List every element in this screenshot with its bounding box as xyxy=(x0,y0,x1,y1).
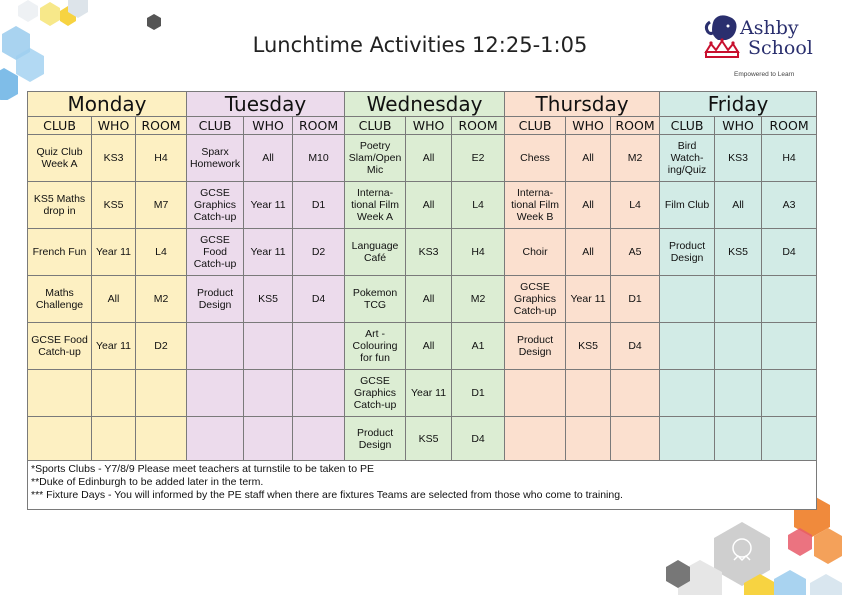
column-header-who: WHO xyxy=(566,117,611,135)
cell-room: D4 xyxy=(762,229,817,276)
column-header-club: CLUB xyxy=(505,117,566,135)
cell-club xyxy=(660,370,715,417)
cell-club: GCSE Food Catch-up xyxy=(28,323,92,370)
table-row xyxy=(28,417,817,461)
column-header-club: CLUB xyxy=(28,117,92,135)
cell-club: Chess xyxy=(505,135,566,182)
column-header-who: WHO xyxy=(715,117,762,135)
logo-tagline: Empowered to Learn xyxy=(734,71,795,78)
cell-who: All xyxy=(406,323,452,370)
cell-who: All xyxy=(566,229,611,276)
cell-who xyxy=(715,370,762,417)
cell-club xyxy=(187,370,244,417)
cell-room: D4 xyxy=(611,323,660,370)
cell-club: Interna-tional Film Week A xyxy=(345,182,406,229)
column-header-room: ROOM xyxy=(762,117,817,135)
cell-club xyxy=(187,417,244,461)
day-header-monday: Monday xyxy=(28,92,187,117)
cell-club xyxy=(28,417,92,461)
cell-club: Product Design xyxy=(345,417,406,461)
column-header-room: ROOM xyxy=(611,117,660,135)
cell-who: KS5 xyxy=(715,229,762,276)
column-header-room: ROOM xyxy=(452,117,505,135)
cell-club: Sparx Homework xyxy=(187,135,244,182)
cell-who: KS3 xyxy=(406,229,452,276)
table-row xyxy=(28,276,817,323)
cell-club: Quiz Club Week A xyxy=(28,135,92,182)
cell-room: H4 xyxy=(136,135,187,182)
cell-club xyxy=(505,370,566,417)
cell-club xyxy=(187,323,244,370)
cell-room: D4 xyxy=(452,417,505,461)
cell-who xyxy=(566,417,611,461)
cell-room: E2 xyxy=(452,135,505,182)
cell-who xyxy=(715,276,762,323)
footnotes xyxy=(28,461,817,510)
column-header-club: CLUB xyxy=(187,117,244,135)
cell-who: Year 11 xyxy=(244,229,293,276)
logo-name-line1: Ashby xyxy=(740,17,799,39)
table-row xyxy=(28,135,817,182)
logo-name-line2: School xyxy=(748,37,813,59)
cell-club: Product Design xyxy=(505,323,566,370)
column-header-row xyxy=(28,117,817,135)
cell-club xyxy=(660,323,715,370)
cell-who xyxy=(92,370,136,417)
cell-room xyxy=(762,276,817,323)
cell-who: Year 11 xyxy=(92,323,136,370)
cell-room xyxy=(611,417,660,461)
cell-club: Art - Colouring for fun xyxy=(345,323,406,370)
cell-who: All xyxy=(566,182,611,229)
cell-room xyxy=(293,323,345,370)
cell-who: Year 11 xyxy=(406,370,452,417)
cell-room: D2 xyxy=(293,229,345,276)
cell-club xyxy=(660,417,715,461)
column-header-club: CLUB xyxy=(660,117,715,135)
cell-room xyxy=(293,417,345,461)
cell-room xyxy=(136,370,187,417)
cell-who: KS3 xyxy=(715,135,762,182)
hexagon-decoration-top-left xyxy=(0,0,170,100)
cell-room: H4 xyxy=(762,135,817,182)
page-title: Lunchtime Activities 12:25-1:05 xyxy=(252,33,588,57)
cell-club: Pokemon TCG xyxy=(345,276,406,323)
table-row xyxy=(28,323,817,370)
cell-who: KS5 xyxy=(92,182,136,229)
cell-room: M2 xyxy=(611,135,660,182)
cell-who xyxy=(566,370,611,417)
day-header-tuesday: Tuesday xyxy=(187,92,345,117)
cell-room xyxy=(762,370,817,417)
cell-who: KS5 xyxy=(566,323,611,370)
cell-room: L4 xyxy=(611,182,660,229)
cell-room xyxy=(611,370,660,417)
cell-room: M2 xyxy=(452,276,505,323)
cell-room: M10 xyxy=(293,135,345,182)
cell-who xyxy=(244,323,293,370)
cell-club: Interna-tional Film Week B xyxy=(505,182,566,229)
cell-room: D1 xyxy=(611,276,660,323)
cell-club: Product Design xyxy=(187,276,244,323)
cell-who: All xyxy=(715,182,762,229)
cell-club: GCSE Graphics Catch-up xyxy=(505,276,566,323)
cell-club xyxy=(505,417,566,461)
cell-club: GCSE Food Catch-up xyxy=(187,229,244,276)
ram-crest-icon xyxy=(700,12,744,72)
footnote-fixture-days: *** Fixture Days - You will informed by the PE staff when there are fixtures Teams are selected from those who come to training. xyxy=(31,489,623,501)
cell-room xyxy=(762,417,817,461)
cell-room: M7 xyxy=(136,182,187,229)
cell-room: A5 xyxy=(611,229,660,276)
cell-who xyxy=(715,417,762,461)
cell-who: All xyxy=(92,276,136,323)
cell-club: Choir xyxy=(505,229,566,276)
cell-who: Year 11 xyxy=(244,182,293,229)
cell-club: Bird Watch-ing/Quiz xyxy=(660,135,715,182)
cell-room: D1 xyxy=(293,182,345,229)
cell-club: French Fun xyxy=(28,229,92,276)
day-header-thursday: Thursday xyxy=(505,92,660,117)
cell-room: L4 xyxy=(136,229,187,276)
cell-who: KS5 xyxy=(244,276,293,323)
cell-who: All xyxy=(244,135,293,182)
column-header-who: WHO xyxy=(244,117,293,135)
column-header-who: WHO xyxy=(406,117,452,135)
day-header-wednesday: Wednesday xyxy=(345,92,505,117)
table-row xyxy=(28,229,817,276)
cell-room: A3 xyxy=(762,182,817,229)
cell-room: M2 xyxy=(136,276,187,323)
cell-club: GCSE Graphics Catch-up xyxy=(187,182,244,229)
cell-who: All xyxy=(406,135,452,182)
school-logo xyxy=(700,12,828,82)
column-header-who: WHO xyxy=(92,117,136,135)
cell-who: Year 11 xyxy=(92,229,136,276)
cell-who: KS3 xyxy=(92,135,136,182)
column-header-room: ROOM xyxy=(136,117,187,135)
cell-room: L4 xyxy=(452,182,505,229)
cell-room xyxy=(136,417,187,461)
cell-club: Film Club xyxy=(660,182,715,229)
activities-timetable xyxy=(27,91,817,510)
cell-room xyxy=(762,323,817,370)
cell-who: All xyxy=(406,276,452,323)
cell-room: H4 xyxy=(452,229,505,276)
cell-club: Product Design xyxy=(660,229,715,276)
cell-who xyxy=(244,370,293,417)
cell-room: D4 xyxy=(293,276,345,323)
cell-room: D1 xyxy=(452,370,505,417)
cell-room: A1 xyxy=(452,323,505,370)
table-row xyxy=(28,370,817,417)
cell-who xyxy=(244,417,293,461)
footnote-duke-of-edinburgh: **Duke of Edinburgh to be added later in the term. xyxy=(31,476,264,488)
day-header-row xyxy=(28,92,817,117)
cell-club xyxy=(28,370,92,417)
cell-who: Year 11 xyxy=(566,276,611,323)
cell-who: KS5 xyxy=(406,417,452,461)
cell-club: KS5 Maths drop in xyxy=(28,182,92,229)
cell-who xyxy=(715,323,762,370)
cell-club: Maths Challenge xyxy=(28,276,92,323)
cell-who: All xyxy=(406,182,452,229)
column-header-room: ROOM xyxy=(293,117,345,135)
cell-club xyxy=(660,276,715,323)
table-row xyxy=(28,182,817,229)
footnote-sports: *Sports Clubs - Y7/8/9 Please meet teachers at turnstile to be taken to PE xyxy=(31,463,374,475)
cell-club: Poetry Slam/Open Mic xyxy=(345,135,406,182)
cell-who xyxy=(92,417,136,461)
cell-room xyxy=(293,370,345,417)
cell-club: GCSE Graphics Catch-up xyxy=(345,370,406,417)
cell-who: All xyxy=(566,135,611,182)
column-header-club: CLUB xyxy=(345,117,406,135)
cell-room: D2 xyxy=(136,323,187,370)
day-header-friday: Friday xyxy=(660,92,817,117)
crest-watermark-icon xyxy=(733,539,751,560)
cell-club: Language Café xyxy=(345,229,406,276)
